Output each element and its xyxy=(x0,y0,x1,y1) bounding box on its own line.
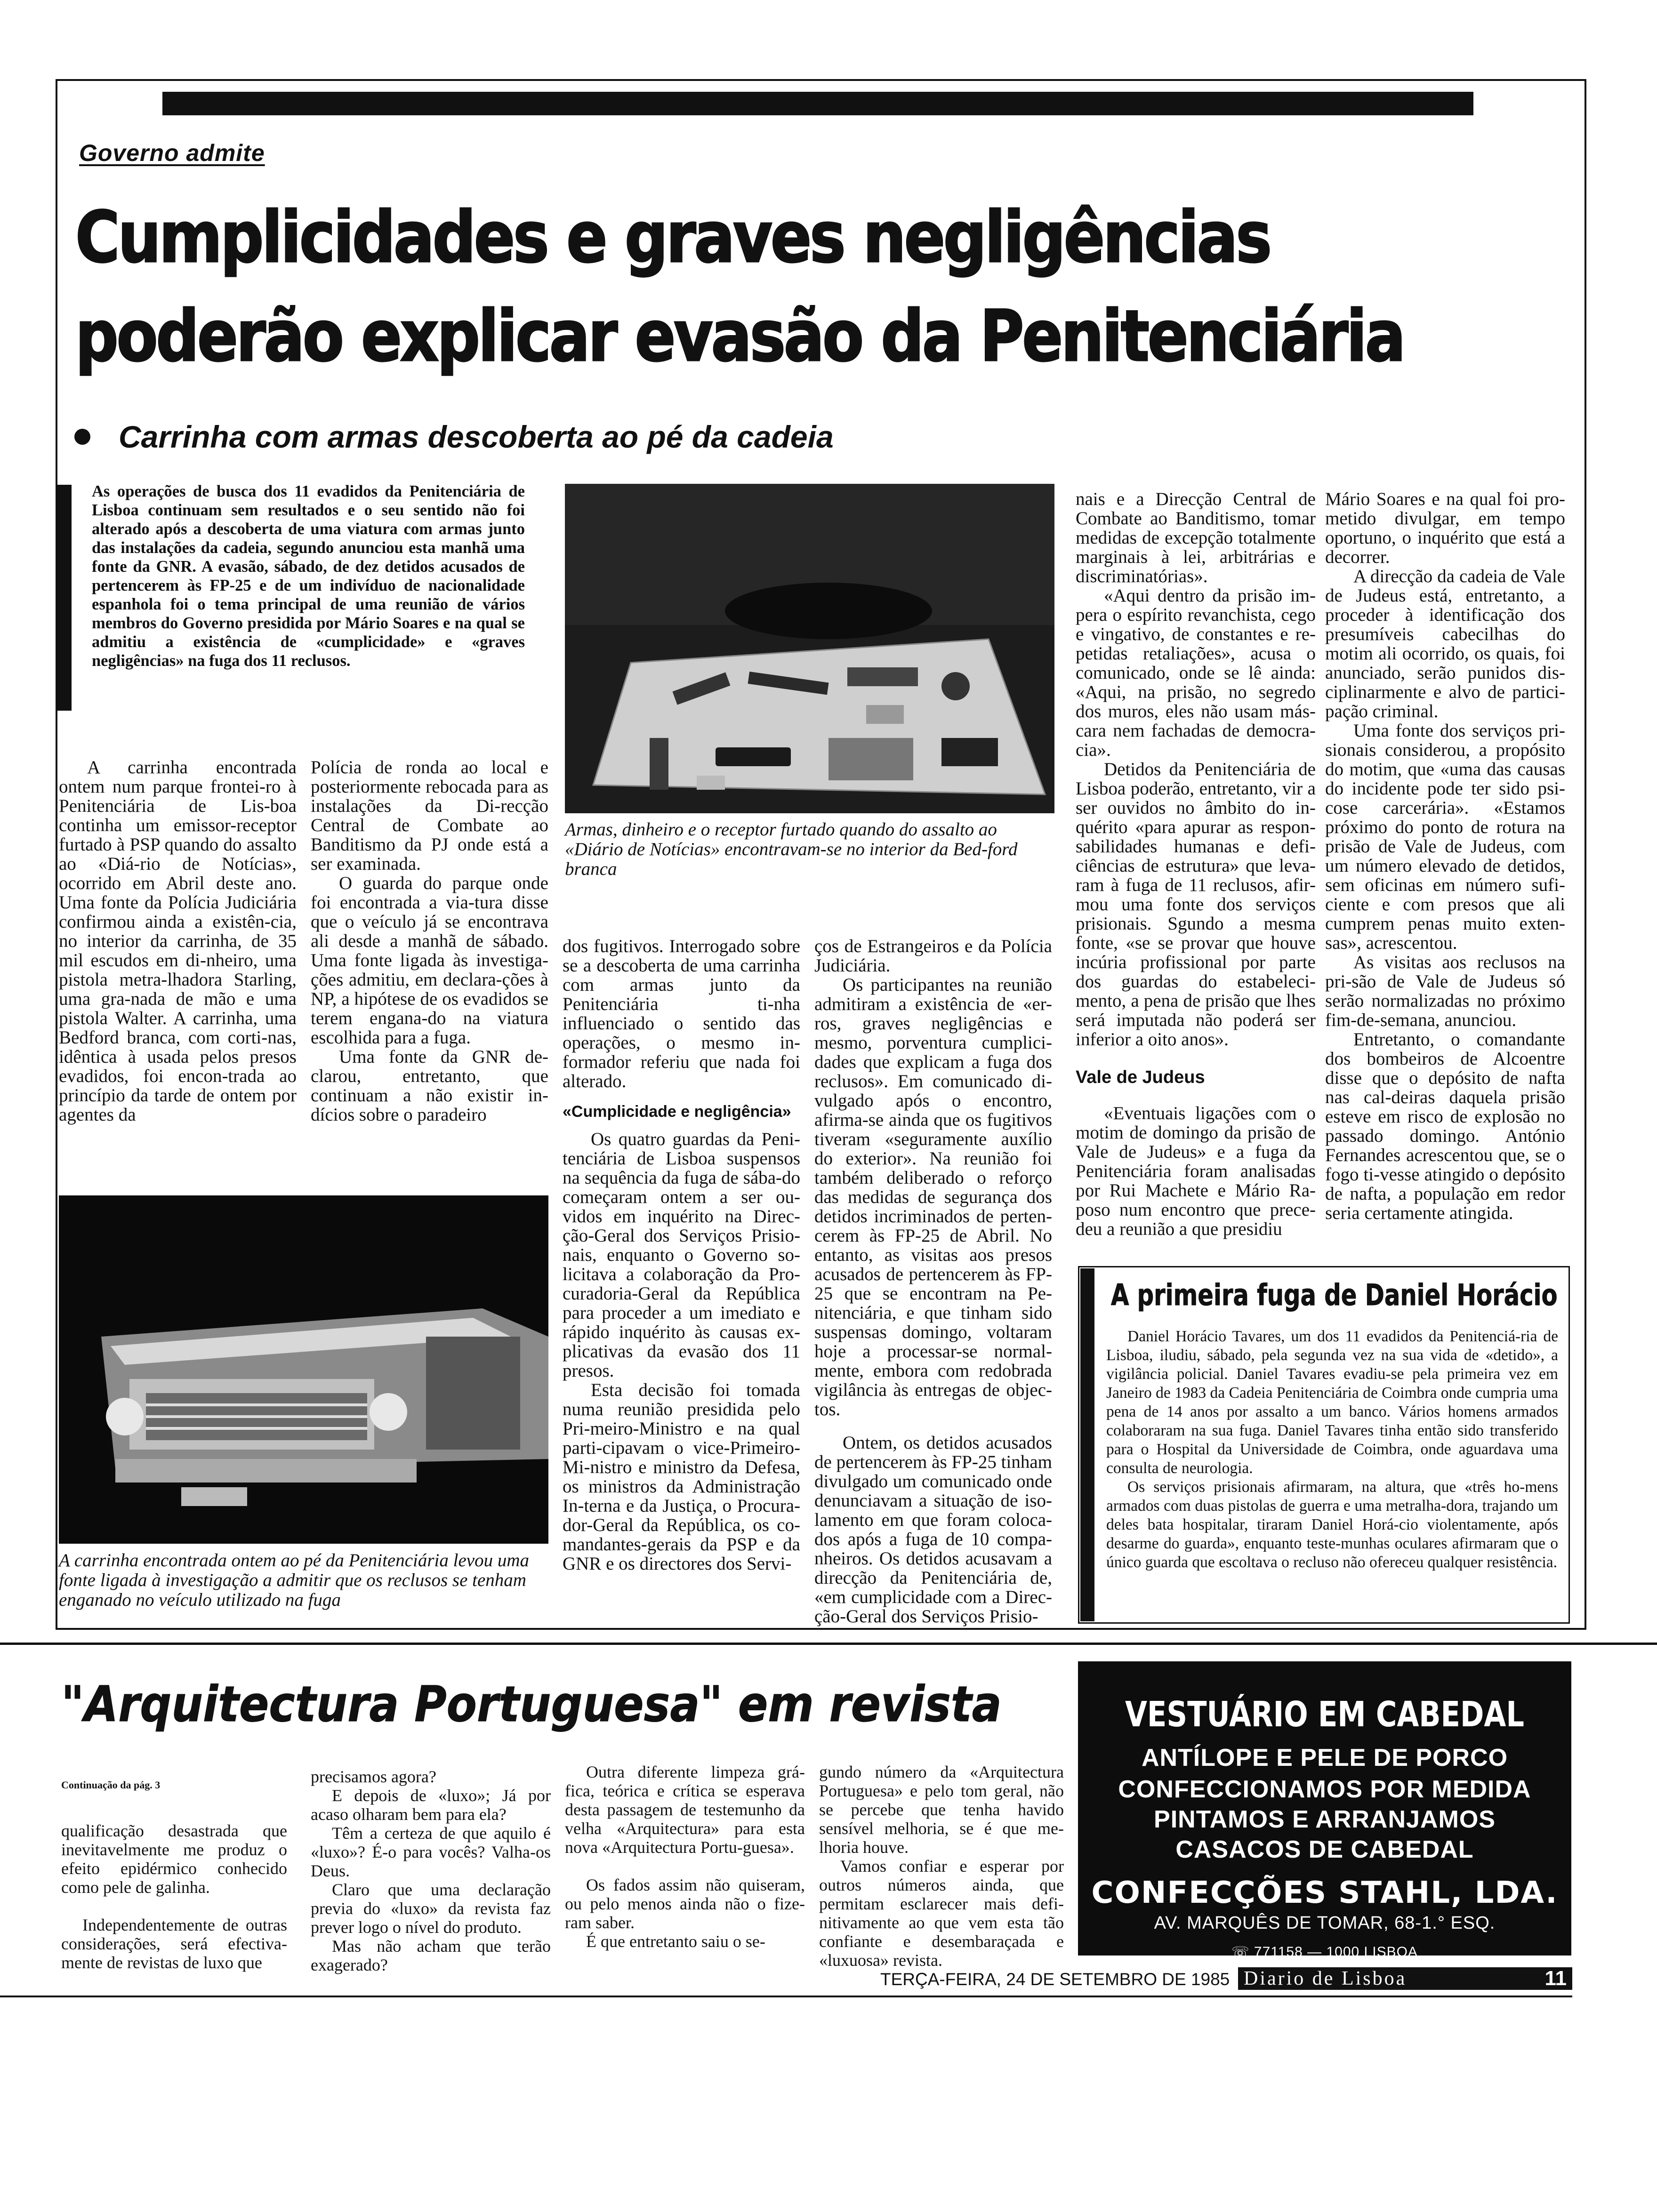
paragraph: Mário Soares e na qual foi pro-metido divulgar, em tempo oportuno, o inquérito que está a decorrer. xyxy=(1325,489,1565,567)
ad-address: AV. MARQUÊS DE TOMAR, 68-1.° ESQ. xyxy=(1154,1913,1496,1933)
paragraph: Entretanto, o comandante dos bombeiros de Alcoentre disse que o depósito de nafta nas cal-deiras daquela prisão esteve em risco de explosão no passado domingo. António Fernandes acrescentou que, se o fogo ti-vesse atingido o depósito de nafta, a população em redor seria certamente atingida. xyxy=(1325,1029,1565,1223)
ad-headline: VESTUÁRIO EM CABEDAL xyxy=(1125,1694,1525,1735)
page-number: 11 xyxy=(1544,1967,1567,1990)
paragraph: Mas não acham que terão exagerado? xyxy=(311,1937,551,1974)
top-rule-bar xyxy=(162,92,1473,115)
advertisement xyxy=(1078,1661,1571,1960)
paragraph: Vamos confiar e esperar por outros números ainda, que permitam esclarecer mais defi-nitivamente ao que vem esta tão confiante e desembaraçada e «luxuosa» revista. xyxy=(819,1857,1064,1970)
section-divider xyxy=(0,1643,1657,1645)
review-column-a xyxy=(61,1821,287,1972)
bullet-icon xyxy=(74,429,90,445)
paragraph: O guarda do parque onde foi encontrada a via-tura disse que o veículo já se encontrava ali desde a manhã de sábado. Uma fonte ligada às investiga-ções admitiu, em declara-ções à NP, a hipótese de os evadidos se terem engana-do na viatura escolhida para a fuga. xyxy=(311,873,548,1048)
paragraph: É que entretanto saiu o se- xyxy=(586,1932,765,1951)
headline-line-2: poderão explicar evasão da Penitenciária xyxy=(75,296,1404,377)
ad-phone-text: 771158 — 1000 LISBOA xyxy=(1254,1944,1418,1960)
deck-text: Carrinha com armas descoberta ao pé da cadeia xyxy=(119,419,834,454)
review-column-b xyxy=(311,1767,551,1974)
ad-line: ANTÍLOPE E PELE DE PORCO xyxy=(1141,1744,1508,1771)
masthead: Diario de Lisboa xyxy=(1244,1968,1407,1989)
photo-caption-1: Armas, dinheiro e o receptor furtado quando do assalto ao «Diário de Notícias» encontravam-se no interior da Bed-ford branca xyxy=(565,819,1018,879)
paragraph: gundo número da «Arquitectura Portuguesa» e pelo tom geral, não se percebe que tenha havido sensível melhoria, se é que me-lhoria houve. xyxy=(819,1763,1064,1857)
article-column-a xyxy=(59,758,297,1124)
deck xyxy=(74,419,834,455)
paragraph: As visitas aos reclusos na pri-são de Vale de Judeus só serão normalizadas no próximo fim-de-semana, anunciou. xyxy=(1325,952,1565,1030)
paragraph: ços de Estrangeiros e da Polícia Judiciária. xyxy=(814,936,1052,976)
paragraph: Claro que uma declaração previa do «luxo» da revista faz prever logo o nível do produto. xyxy=(311,1880,551,1937)
paragraph: Uma fonte dos serviços pri-sionais considerou, a propósito do motim, que «uma das causas do incidente pode ter sido psi-cose carcerária». «Estamos próximo do ponto de rotura na prisão de Vale de Judeus, com um número elevado de detidos, sem oficinas em número sufi-ciente e com presos que ali cumprem penas muito exten-sas», acrescentou. xyxy=(1325,721,1565,953)
review-column-c xyxy=(565,1763,805,1951)
bottom-rule xyxy=(0,1996,1572,1997)
lead-paragraph: As operações de busca dos 11 evadidos da Penitenciária de Lisboa continuam sem resultados e o seu sentido não foi alterado após a descoberta de uma viatura com armas junto das instalações da cadeia, segundo anunciou esta manhã uma fonte da GNR. A evasão, sábado, de dez detidos acusados de pertencerem às FP-25 e de um indivíduo de nacionalidade espanhola foi o tema principal de uma reunião de vários membros do Governo presidida por Mário Soares e na qual se admitiu a existência de «cumplicidade» e «graves negligências» na fuga dos 11 reclusos. xyxy=(92,482,525,670)
continuation-note: Continuação da pág. 3 xyxy=(61,1779,161,1791)
ad-phone xyxy=(1078,1944,1571,1960)
paragraph: «Aqui dentro da prisão im-pera o espírito revanchista, cego e vingativo, de constantes e re-petidas retaliações», acusa o comunicado, onde se lê ainda: «Aqui, na prisão, no segredo dos muros, eles não usam más-cara nem fachadas de democra-cia». xyxy=(1076,585,1316,760)
subhead: Vale de Judeus xyxy=(1076,1067,1205,1087)
photo-weapons xyxy=(565,484,1054,813)
paragraph: A carrinha encontrada ontem num parque frontei-ro à Penitenciária de Lis-boa continha um emissor-receptor furtado à PSP quando do assalto ao «Diá-rio de Notícias», ocorrido em Abril deste ano. Uma fonte da Polícia Judiciária confirmou ainda a existên-cia, no interior da carrinha, de 35 mil escudos em di-nheiro, uma pistola metra-lhadora Starling, uma gra-nada de mão e uma pistola Walter. A carrinha, uma Bedford branca, com corti-nas, idêntica à usada pelos presos evadidos, foi encon-trada ao princípio da tarde de ontem por agentes da xyxy=(59,757,297,1125)
lead-bar xyxy=(56,485,72,711)
review-column-d xyxy=(819,1763,1064,1970)
review-title: "Arquitectura Portuguesa" em revista xyxy=(61,1675,1002,1733)
paragraph: Os quatro guardas da Peni-tenciária de Lisboa suspensos na sequência da fuga de sába-do começaram ontem a ser ou-vidos em inquérito na Direc-ção-Geral dos Serviços Prisio-nais, enquanto o Governo so-licitava a colaboração da Pro-curadoria-Geral da República para proceder a um imediato e rápido inquérito às causas ex-plicativas da evasão dos 11 presos. xyxy=(563,1129,800,1381)
ad-line: PINTAMOS E ARRANJAMOS xyxy=(1154,1806,1496,1833)
subhead: «Cumplicidade e negligência» xyxy=(563,1103,791,1121)
paragraph: Os serviços prisionais afirmaram, na altura, que «três ho-mens armados com duas pistolas de guerra e uma metralha-dora, trajando um deles bata hospitalar, tiraram Daniel Horá-cio violentamente, após desarme do guarda», enquanto teste-munhas oculares afirmaram que o único guarda que escoltava o recluso não ofereceu qualquer resistência. xyxy=(1106,1478,1558,1571)
sidebar-bar xyxy=(1080,1268,1094,1621)
photo-van xyxy=(59,1195,548,1544)
paragraph: Uma fonte da GNR de-clarou, entretanto, que continuam a não existir in-dícios sobre o paradeiro xyxy=(311,1047,548,1125)
sidebar-title: A primeira fuga de Daniel Horácio xyxy=(1111,1278,1558,1312)
paragraph: E depois de «luxo»; Já por acaso olharam bem para ela? xyxy=(311,1786,551,1824)
paragraph: qualificação desastrada que inevitavelmente me produz o efeito epidérmico conhecido como pele de galinha. xyxy=(61,1821,287,1897)
paragraph: «Eventuais ligações com o motim de domingo da prisão de Vale de Judeus» e a fuga da Penitenciária foram analisadas por Rui Machete e Mário Ra-poso num encontro que prece-deu a reunião a que presidiu xyxy=(1076,1103,1316,1239)
paragraph: Têm a certeza de que aquilo é «luxo»? É-o para vocês? Valha-os Deus. xyxy=(311,1824,551,1880)
kicker: Governo admite xyxy=(79,140,265,166)
phone-icon: ☏ xyxy=(1231,1944,1254,1960)
article-column-b xyxy=(311,758,548,1124)
sidebar-text xyxy=(1106,1327,1558,1572)
paragraph: Esta decisão foi tomada numa reunião presidida pelo Pri-meiro-Ministro e na qual parti-cipavam o vice-Primeiro-Mi-nistro e ministro da Defesa, os ministros da Administração In-terna e da Justiça, o Procura-dor-Geral da República, os co-mandantes-gerais da PSP e da GNR e os directores dos Servi- xyxy=(563,1380,800,1574)
photo-caption-2: A carrinha encontrada ontem ao pé da Penitenciária levou uma fonte ligada à investigação a admitir que os reclusos se tenham enganado no veículo utilizado na fuga xyxy=(59,1550,530,1610)
article-column-e xyxy=(1076,489,1316,1239)
article-column-d xyxy=(814,937,1052,1626)
paragraph: nais e a Direcção Central de Combate ao Banditismo, tomar medidas de excepção totalmente marginais à lei, arbitrárias e discriminatórias». xyxy=(1076,489,1316,586)
paragraph: Daniel Horácio Tavares, um dos 11 evadidos da Penitenciá-ria de Lisboa, iludiu, sábado, pela segunda vez na sua vida de «detido», a vigilância policial. Daniel Tavares evadiu-se pela primeira vez em Janeiro de 1983 da Cadeia Penitenciária de Coimbra onde cumpria uma pena de 14 anos por assalto a um banco. Vários homens armados colaboraram na sua fuga. Daniel Tavares tinha então sido transferido para o Hospital da Universidade de Coimbra, onde aguardava uma consulta de neurologia. xyxy=(1106,1328,1559,1477)
paragraph: A direcção da cadeia de Vale de Judeus está, entretanto, a proceder à identificação dos presumíveis cabecilhas do motim ali ocorrido, os quais, foi anunciado, serão punidos dis-ciplinarmente e alvo de partici-pação criminal. xyxy=(1325,566,1565,721)
article-column-c xyxy=(563,937,800,1573)
paragraph: precisamos agora? xyxy=(311,1767,436,1786)
issue-date: TERÇA-FEIRA, 24 DE SETEMBRO DE 1985 xyxy=(880,1970,1230,1989)
paragraph: dos fugitivos. Interrogado sobre se a descoberta de uma carrinha com armas junto da Penitenciária ti-nha influenciado o sentido das operações, o mesmo in-formador referiu que nada foi alterado. xyxy=(563,936,800,1091)
paragraph: Ontem, os detidos acusados de pertencerem às FP-25 tinham divulgado um comunicado onde denunciavam a situação de iso-lamento em que foram coloca-dos após a fuga de 10 compa-nheiros. Os detidos acusavam a direcção da Penitenciária de, «em cumplicidade com a Direc-ção-Geral dos Serviços Prisio- xyxy=(814,1433,1052,1627)
paragraph: Independentemente de outras considerações, será efectiva-mente de revistas de luxo que xyxy=(61,1915,287,1972)
paragraph: Outra diferente limpeza grá-fica, teórica e crítica se esperava desta passagem de testemunho da velha «Arquitectura» para esta nova «Arquitectura Portu-guesa». xyxy=(565,1763,805,1857)
paragraph: Detidos da Penitenciária de Lisboa poderão, entretanto, vir a ser ouvidos no âmbito do in-quérito «para apurar as respon-sabilidades humanas e defi-ciências de estrutura» que leva-ram à fuga de 11 reclusos, afir-mou uma fonte dos serviços prisionais. Sgundo a mesma fonte, «se se provar que houve incúria profissional por parte dos guardas do estabeleci-mento, a pena de prisão que lhes será imputada não poderá ser inferior a oito anos». xyxy=(1076,759,1316,1050)
paragraph: Os fados assim não quiseram, ou pelo menos ainda não o fize-ram saber. xyxy=(565,1875,805,1932)
paragraph: Polícia de ronda ao local e posteriormente rebocada para as instalações da Di-recção Central de Combate ao Banditismo da PJ onde está a ser examinada. xyxy=(311,757,548,874)
ad-company: CONFECÇÕES STAHL, LDA. xyxy=(1091,1875,1558,1910)
ad-line: CONFECCIONAMOS POR MEDIDA xyxy=(1118,1776,1531,1803)
masthead-footer xyxy=(1238,1967,1572,1990)
paragraph: Os participantes na reunião admitiram a existência de «er-ros, graves negligências e mesmo, porventura cumplici-dades que explicam a fuga dos reclusos». Em comunicado di-vulgado após o encontro, afirma-se ainda que os fugitivos tiveram «seguramente auxílio do exterior». Na reunião foi também deliberado o reforço das medidas de segurança dos detidos incriminados de perten-cerem às FP-25 de Abril. No entanto, as visitas aos presos acusados de pertencerem às FP-25 que se encontram na Pe-nitenciária, e que tinham sido suspensas domingo, voltaram hoje a processar-se normal-mente, embora com redobrada vigilância às entregas de objec-tos. xyxy=(814,975,1052,1419)
ad-line: CASACOS DE CABEDAL xyxy=(1175,1836,1474,1863)
headline-line-1: Cumplicidades e graves negligências xyxy=(75,197,1270,279)
article-column-f xyxy=(1325,489,1565,1223)
